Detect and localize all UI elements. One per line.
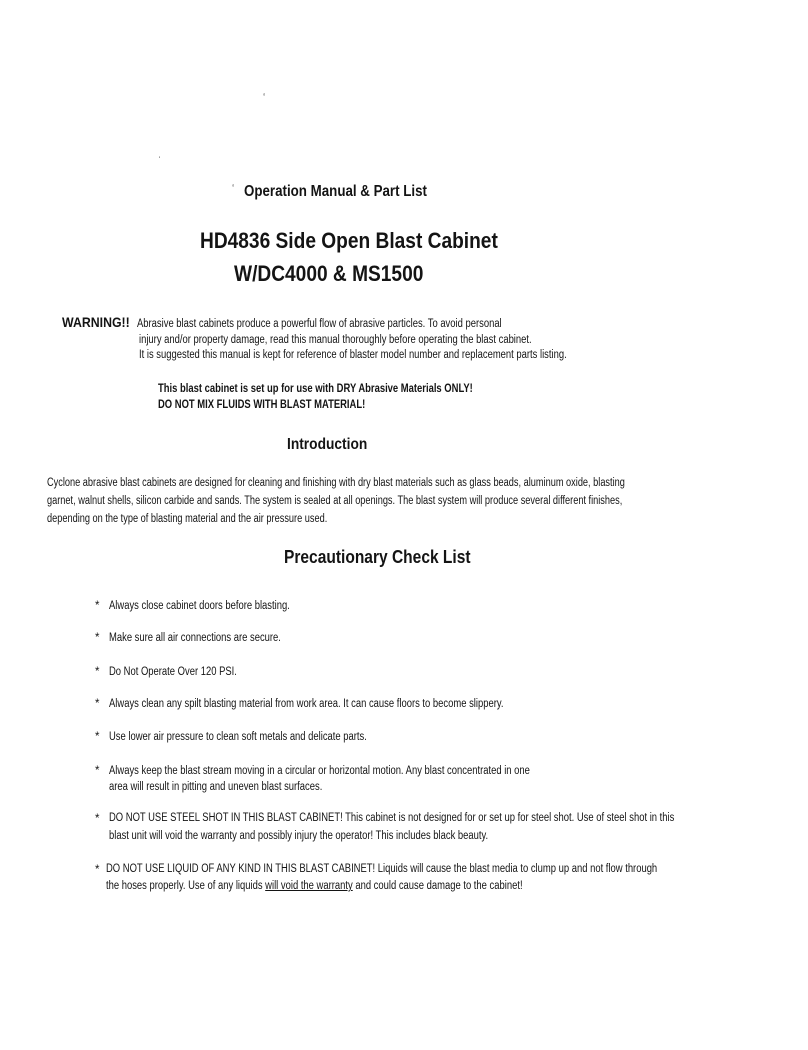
checklist-item-continuation [109,830,571,842]
bullet-asterisk: * [95,731,100,743]
checklist-item [109,812,798,824]
warning-text: injury and/or property damage, read this manual thoroughly before operating the blast cabinet. [139,334,532,346]
introduction-line [47,477,769,489]
warning-text: Abrasive blast cabinets produce a powerful flow of abrasive particles. To avoid personal [137,318,502,330]
item-text: Always clean any spilt blasting material from work area. It can cause floors to become slippery. [109,698,504,710]
dry-materials-notice [158,383,542,395]
notice-text: This blast cabinet is set up for use with DRY Abrasive Materials ONLY! [158,383,473,395]
bullet-asterisk: * [95,813,100,825]
notice-text: DO NOT MIX FLUIDS WITH BLAST MATERIAL! [158,399,366,411]
bullet-asterisk: * [95,698,100,710]
checklist-item [109,600,330,612]
item-text: blast unit will void the warranty and possibly injury the operator! This includes black beauty. [109,830,489,842]
checklist-item [109,765,622,777]
checklist-item [109,698,590,710]
checklist-item [109,632,319,644]
item-text-part: and could cause damage to the cabinet! [352,880,523,892]
introduction-heading [287,436,380,454]
item-text: Do Not Operate Over 120 PSI. [109,666,237,678]
checklist-item [106,863,778,875]
heading-text: Precautionary Check List [284,546,471,567]
item-text: DO NOT USE LIQUID OF ANY KIND IN THIS BLAST CABINET! Liquids will cause the blast media to clump up and not flow through [106,863,658,875]
warning-text: It is suggested this manual is kept for reference of blaster model number and replacement parts listing. [139,349,567,361]
warranty-underlined-text: will void the warranty [265,880,353,892]
bullet-asterisk: * [95,632,100,644]
heading-text: Introduction [287,436,368,453]
checklist-item [109,731,423,743]
item-text: Always keep the blast stream moving in a circular or horizontal motion. Any blast concentrated in one [109,765,530,777]
checklist-item-continuation [106,880,614,892]
item-text-part: the hoses properly. Use of any liquids [106,880,266,892]
title-text-2: W/DC4000 & MS1500 [234,261,424,286]
scan-speck: ‘ [232,183,235,194]
document-title-line1 [200,228,542,254]
scan-speck: ˌ [158,148,162,159]
warning-line [139,334,618,346]
item-text [106,880,523,892]
item-text: Use lower air pressure to clean soft metals and delicate parts. [109,731,367,743]
item-text: Always close cabinet doors before blasting. [109,600,290,612]
checklist-heading [284,546,506,568]
bullet-asterisk: * [95,765,100,777]
subtitle-text: Operation Manual & Part List [244,183,427,200]
bullet-asterisk: * [95,666,100,678]
checklist-item-continuation [109,781,369,793]
introduction-line [47,513,397,525]
bullet-asterisk: * [95,864,100,876]
item-text: DO NOT USE STEEL SHOT IN THIS BLAST CABINET! This cabinet is not designed for or set up for steel shot. Use of steel shot in this [109,812,675,824]
scan-speck: ‘ [263,92,266,103]
item-text: area will result in pitting and uneven blast surfaces. [109,781,323,793]
warning-label [62,314,139,330]
intro-text: garnet, walnut shells, silicon carbide and sands. The system is sealed at all openings. The blast system will produce several different finishes, [47,495,623,507]
bullet-asterisk: * [95,600,100,612]
no-fluids-notice [158,399,411,411]
intro-text: depending on the type of blasting material and the air pressure used. [47,513,328,525]
document-title-line2 [234,261,452,287]
warning-line [139,349,661,361]
checklist-item [109,666,265,678]
introduction-line [47,495,766,507]
intro-text: Cyclone abrasive blast cabinets are designed for cleaning and finishing with dry blast materials such as glass beads, aluminum oxide, blasting [47,477,625,489]
warning-line [137,318,582,330]
document-subtitle [244,183,457,201]
title-text-1: HD4836 Side Open Blast Cabinet [200,228,498,253]
warning-label-text: WARNING!! [62,314,130,330]
item-text: Make sure all air connections are secure. [109,632,281,644]
